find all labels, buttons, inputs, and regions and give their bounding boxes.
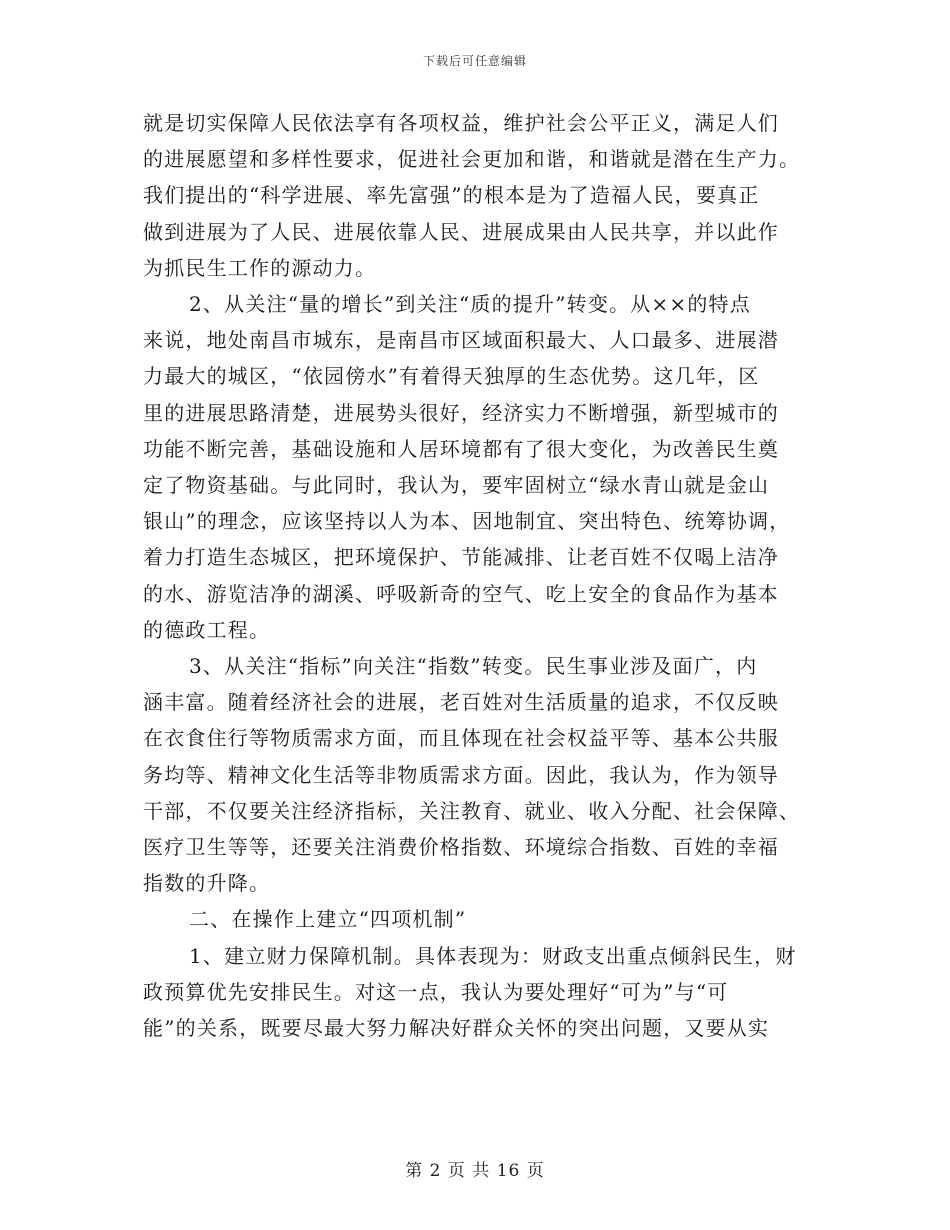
text-line: 做到进展为了人民、进展依靠人民、进展成果由人民共享，并以此作: [143, 219, 779, 244]
text-line: 为抓民生工作的源动力。: [143, 255, 377, 280]
text-line: 定了物资基础。与此同时，我认为，要牢固树立“绿水青山就是金山: [143, 473, 770, 498]
text-line: 3、从关注“指标”向关注“指数”转变。民生事业涉及面广，内: [189, 654, 758, 679]
text-line: 功能不断完善，基础设施和人居环境都有了很大变化，为改善民生奠: [143, 436, 779, 461]
text-line: 力最大的城区，“依园傍水”有着得天独厚的生态优势。这几年，区: [143, 364, 760, 389]
text-line: 银山”的理念，应该坚持以人为本、因地制宜、突出特色、统筹协调，: [143, 509, 791, 534]
page-footer: 第 2 页 共 16 页: [405, 1161, 545, 1181]
text-line: 务均等、精神文化生活等非物质需求方面。因此，我认为，作为领导: [143, 762, 779, 787]
text-line: 政预算优先安排民生。对这一点，我认为要处理好“可为”与“可: [143, 979, 729, 1004]
text-line: 来说，地处南昌市城东，是南昌市区域面积最大、人口最多、进展潜: [143, 328, 779, 353]
paragraph-4: [143, 938, 815, 1047]
text-line: 就是切实保障人民依法享有各项权益，维护社会公平正义，满足人们: [143, 111, 779, 135]
text-line: 能”的关系，既要尽最大努力解决好群众关怀的突出问题，又要从实: [143, 1016, 770, 1041]
text-line: 我们提出的“科学进展、率先富强”的根本是为了造福人民，要真正: [143, 183, 760, 208]
text-line: 着力打造生态城区，把环境保护、节能减排、让老百姓不仅喝上洁净: [143, 545, 779, 570]
text-line: 的进展愿望和多样性要求，促进社会更加和谐，和谐就是潜在生产力。: [143, 147, 801, 172]
text-line: 的水、游览洁净的湖溪、呼吸新奇的空气、吃上安全的食品作为基本: [143, 581, 779, 606]
heading-line: 二、在操作上建立“四项机制”: [189, 907, 467, 932]
section-heading: [143, 901, 815, 937]
text-line: 在衣食住行等物质需求方面，而且体现在社会权益平等、基本公共服: [143, 726, 779, 751]
document-body: [143, 105, 815, 1046]
text-line: 涵丰富。随着经济社会的进展，老百姓对生活质量的追求，不仅反映: [143, 690, 779, 715]
paragraph-3: [143, 648, 815, 901]
text-line: 的德政工程。: [143, 617, 271, 642]
text-line: 1、建立财力保障机制。具体表现为：财政支出重点倾斜民生，财: [189, 943, 797, 968]
text-line: 2、从关注“量的增长”到关注“质的提升”转变。从××的特点: [189, 292, 751, 317]
text-line: 干部，不仅要关注经济指标，关注教育、就业、收入分配、社会保障、: [143, 798, 801, 823]
page-header: 下载后可任意编辑: [422, 54, 527, 68]
paragraph-2: [143, 286, 815, 648]
text-line: 里的进展思路清楚，进展势头很好，经济实力不断增强，新型城市的: [143, 400, 779, 425]
paragraph-1: [143, 105, 815, 286]
text-line: 指数的升降。: [143, 871, 271, 896]
text-line: 医疗卫生等等，还要关注消费价格指数、环境综合指数、百姓的幸福: [143, 835, 779, 860]
